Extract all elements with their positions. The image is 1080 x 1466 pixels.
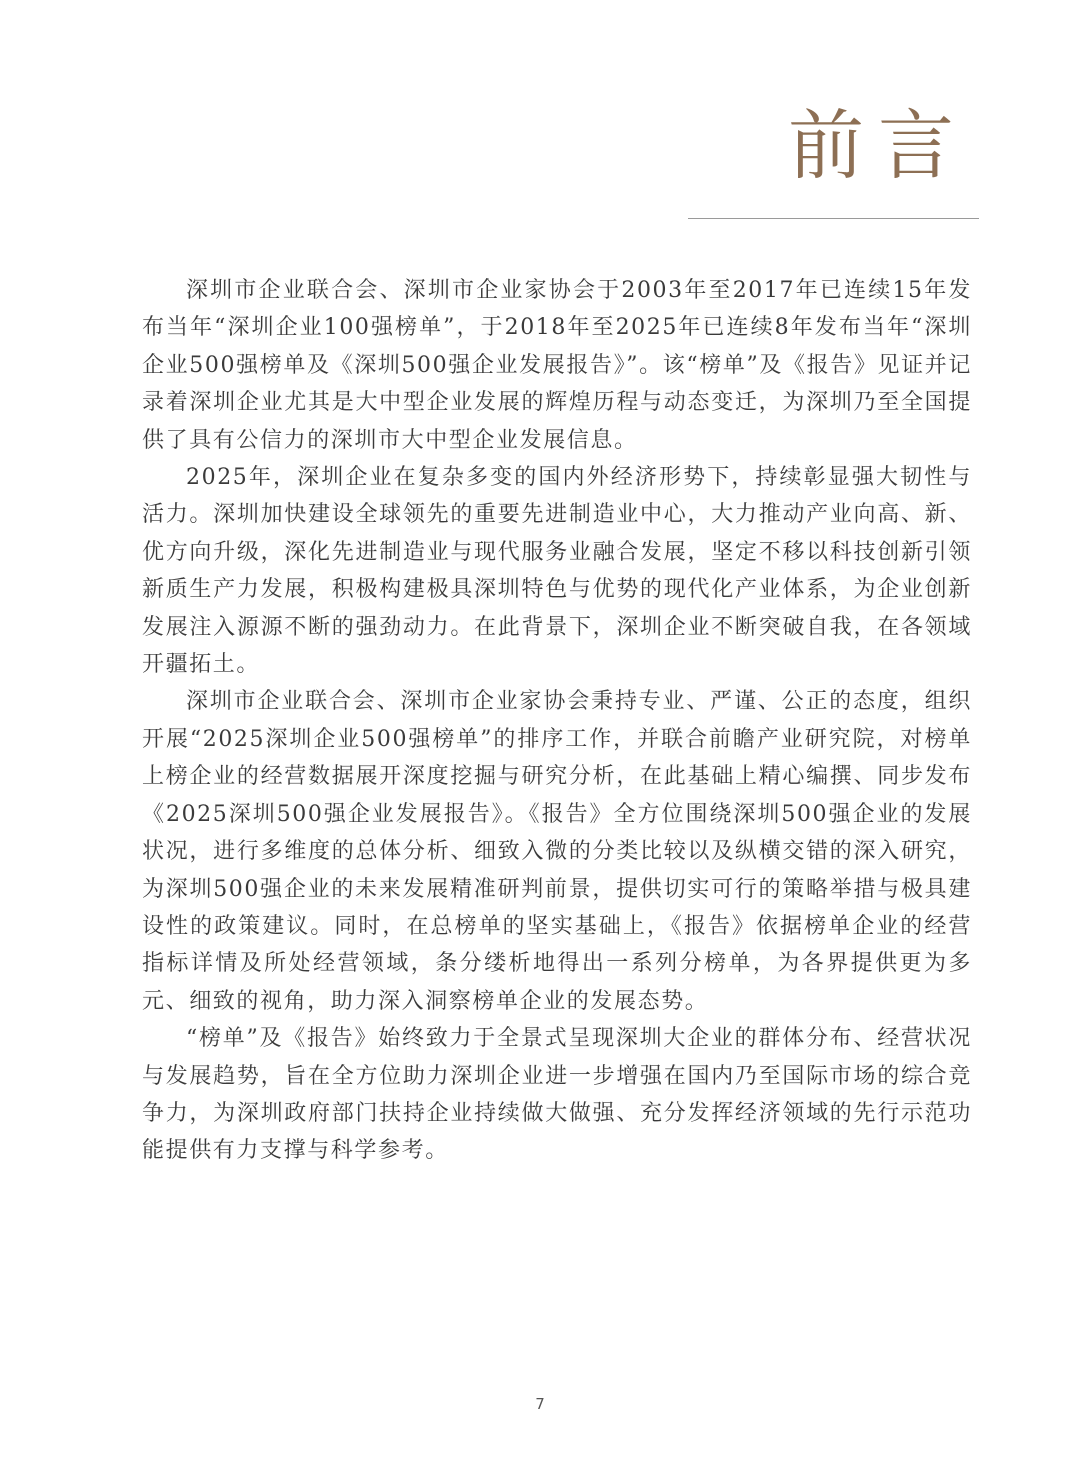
paragraph-2: 2025年，深圳企业在复杂多变的国内外经济形势下，持续彰显强大韧性与活力。深圳加快建设全球领先的重要先进制造业中心，大力推动产业向高、新、优方向升级，深化先进制造业与现代服务业融合发展，坚定不移以科技创新引领新质生产力发展，积极构建极具深圳特色与优势的现代化产业体系，为企业创新发展注入源源不断的强劲动力。在此背景下，深圳企业不断突破自我，在各领域开疆拓土。 xyxy=(142,465,972,678)
title-divider xyxy=(688,218,979,219)
paragraph-3: 深圳市企业联合会、深圳市企业家协会秉持专业、严谨、公正的态度，组织开展“2025深圳企业500强榜单”的排序工作，并联合前瞻产业研究院，对榜单上榜企业的经营数据展开深度挖掘与研究分析，在此基础上精心编撰、同步发布《2025深圳500强企业发展报告》。《报告》全方位围绕深圳500强企业的发展状况，进行多维度的总体分析、细致入微的分类比较以及纵横交错的深入研究，为深圳500强企业的未来发展精准研判前景，提供切实可行的策略举措与极具建设性的政策建议。同时，在总榜单的坚实基础上，《报告》依据榜单企业的经营指标详情及所处经营领域，条分缕析地得出一系列分榜单，为各界提供更为多元、细致的视角，助力深入洞察榜单企业的发展态势。 xyxy=(142,689,972,1014)
paragraph-1: 深圳市企业联合会、深圳市企业家协会于2003年至2017年已连续15年发布当年“深圳企业100强榜单”，于2018年至2025年已连续8年发布当年“深圳企业500强榜单及《深圳500强企业发展报告》”。该“榜单”及《报告》见证并记录着深圳企业尤其是大中型企业发展的辉煌历程与动态变迁，为深圳乃至全国提供了具有公信力的深圳市大中型企业发展信息。 xyxy=(142,278,972,453)
preface-body xyxy=(142,272,972,1170)
page-title: 前言 xyxy=(788,101,968,190)
page-number: 7 xyxy=(535,1395,545,1413)
paragraph-4: “榜单”及《报告》始终致力于全景式呈现深圳大企业的群体分布、经营状况与发展趋势，旨在全方位助力深圳企业进一步增强在国内乃至国际市场的综合竞争力，为深圳政府部门扶持企业持续做大做强、充分发挥经济领域的先行示范功能提供有力支撑与科学参考。 xyxy=(142,1026,972,1164)
